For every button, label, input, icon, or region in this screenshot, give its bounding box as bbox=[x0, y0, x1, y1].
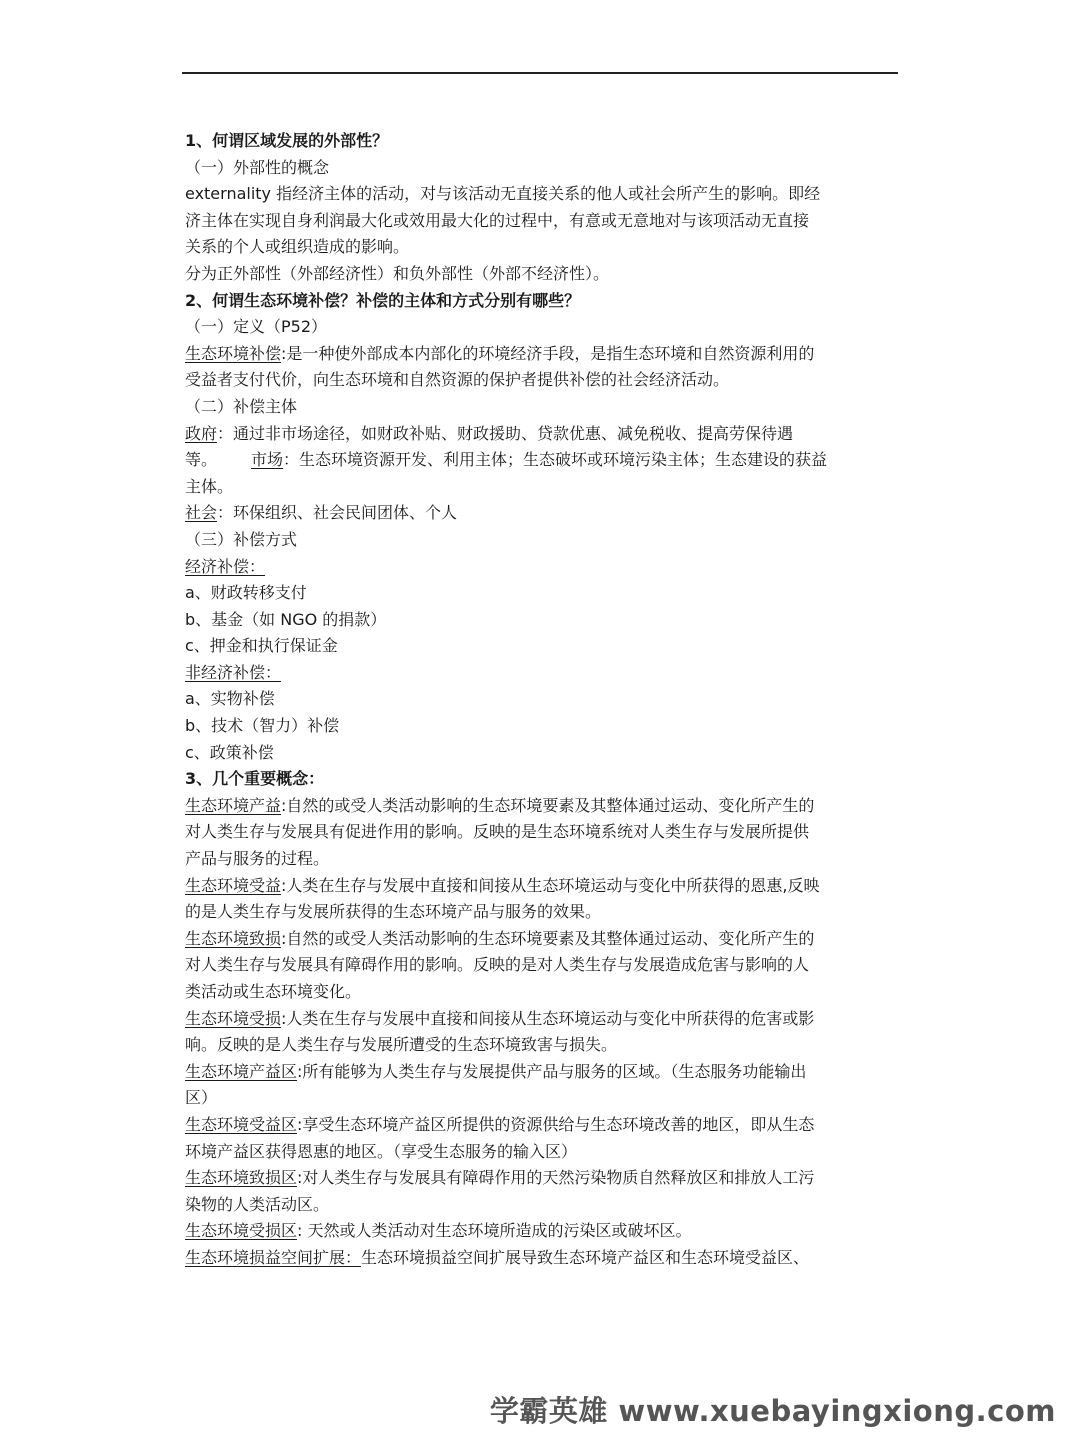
text-run: ：生态环境资源开发、利用主体；生态破坏或环境污染主体；生态建设的获益 bbox=[283, 450, 828, 470]
text-line bbox=[185, 367, 897, 394]
term-label: 市场 bbox=[251, 450, 284, 470]
text-line bbox=[185, 474, 897, 501]
text-run: 对人类生存与发展具有障碍作用的影响。反映的是对人类生存与发展造成危害与影响的人 bbox=[185, 955, 810, 975]
term-label: 生态环境受益 bbox=[185, 875, 282, 895]
text-line bbox=[185, 740, 897, 767]
text-run: :人类在生存与发展中直接和间接从生态环境运动与变化中所获得的危害或影 bbox=[281, 1008, 815, 1028]
text-run: :自然的或受人类活动影响的生态环境要素及其整体通过运动、变化所产生的 bbox=[281, 928, 815, 948]
text-line bbox=[185, 873, 897, 900]
text-run: 响。反映的是人类生存与发展所遭受的生态环境致害与损失。 bbox=[185, 1035, 618, 1055]
section-heading bbox=[185, 766, 897, 793]
text-line bbox=[185, 1032, 897, 1059]
text-run: 受益者支付代价，向生态环境和自然资源的保护者提供补偿的社会经济活动。 bbox=[185, 370, 730, 390]
text-run: c、押金和执行保证金 bbox=[185, 636, 338, 656]
text-run: 环境产益区获得恩惠的地区。（享受生态服务的输入区） bbox=[185, 1141, 578, 1161]
text-run: 分为正外部性（外部经济性）和负外部性（外部不经济性）。 bbox=[185, 263, 610, 283]
text-line bbox=[185, 926, 897, 953]
text-run: 的是人类生存与发展所获得的生态环境产品与服务的效果。 bbox=[185, 902, 602, 922]
text-line bbox=[185, 1245, 897, 1272]
text-line bbox=[185, 793, 897, 820]
text-run: 关系的个人或组织造成的影响。 bbox=[185, 237, 410, 257]
text-run: :所有能够为人类生存与发展提供产品与服务的区域。（生态服务功能输出 bbox=[297, 1061, 807, 1081]
text-run: :是一种使外部成本内部化的环境经济手段，是指生态环境和自然资源利用的 bbox=[281, 343, 815, 363]
text-line bbox=[185, 527, 897, 554]
text-line bbox=[185, 421, 897, 448]
watermark: 学霸英雄 www.xuebayingxiong.com bbox=[489, 1394, 1056, 1428]
text-line bbox=[185, 447, 897, 474]
section-heading bbox=[185, 288, 897, 315]
text-line bbox=[185, 341, 897, 368]
text-line bbox=[185, 1112, 897, 1139]
text-line bbox=[185, 394, 897, 421]
text-line bbox=[185, 633, 897, 660]
term-label: 生态环境受益区 bbox=[185, 1114, 298, 1134]
text-run: （一）定义（P52） bbox=[185, 317, 328, 337]
text-run: （一）外部性的概念 bbox=[185, 157, 330, 177]
text-run: ：通过非市场途径，如财政补贴、财政援助、贷款优惠、减免税收、提高劳保待遇 bbox=[217, 423, 794, 443]
term-label: 生态环境产益区 bbox=[185, 1061, 298, 1081]
text-run: :自然的或受人类活动影响的生态环境要素及其整体通过运动、变化所产生的 bbox=[281, 795, 815, 815]
header-rule bbox=[182, 72, 898, 74]
text-run: 产品与服务的过程。 bbox=[185, 849, 330, 869]
text-run: 等。 bbox=[185, 450, 218, 470]
term-label: 生态环境致损 bbox=[185, 928, 282, 948]
text-run: :享受生态环境产益区所提供的资源供给与生态环境改善的地区，即从生态 bbox=[297, 1114, 815, 1134]
text-line bbox=[185, 181, 897, 208]
text-line bbox=[185, 208, 897, 235]
text-line bbox=[185, 234, 897, 261]
term-label: 生态环境补偿 bbox=[185, 343, 282, 363]
text-line bbox=[185, 1139, 897, 1166]
text-run: a、财政转移支付 bbox=[185, 583, 307, 603]
text-run: 2、何谓生态环境补偿？补偿的主体和方式分别有哪些？ bbox=[185, 290, 581, 310]
term-label: 生态环境受损区 bbox=[185, 1221, 298, 1241]
text-run: c、政策补偿 bbox=[185, 742, 274, 762]
text-run: externality 指经济主体的活动，对与该活动无直接关系的他人或社会所产生的影响。即经 bbox=[185, 184, 821, 204]
text-run: 1、何谓区域发展的外部性？ bbox=[185, 131, 389, 150]
text-line bbox=[185, 607, 897, 634]
text-line bbox=[185, 155, 897, 182]
term-label: 经济补偿： bbox=[185, 556, 266, 576]
text-line bbox=[185, 846, 897, 873]
text-line bbox=[185, 500, 897, 527]
text-run: 区） bbox=[185, 1088, 218, 1108]
text-run: : 天然或人类活动对生态环境所造成的污染区或破坏区。 bbox=[297, 1221, 692, 1241]
text-line bbox=[185, 1085, 897, 1112]
text-line bbox=[185, 1059, 897, 1086]
text-run: b、基金（如 NGO 的捐款） bbox=[185, 609, 387, 629]
text-run: b、技术（智力）补偿 bbox=[185, 716, 340, 736]
text-run: 济主体在实现自身利润最大化或效用最大化的过程中，有意或无意地对与该项活动无直接 bbox=[185, 210, 810, 230]
term-label: 生态环境致损区 bbox=[185, 1168, 298, 1188]
text-run: 染物的人类活动区。 bbox=[185, 1194, 330, 1214]
text-line bbox=[185, 899, 897, 926]
term-label: 社会 bbox=[185, 503, 218, 523]
text-line bbox=[185, 713, 897, 740]
text-line bbox=[185, 1165, 897, 1192]
text-run: 生态环境损益空间扩展导致生态环境产益区和生态环境受益区、 bbox=[361, 1247, 810, 1267]
term-label: 生态环境受损 bbox=[185, 1008, 282, 1028]
text-run: 类活动或生态环境变化。 bbox=[185, 982, 362, 1001]
text-line bbox=[185, 1218, 897, 1245]
text-run: （三）补偿方式 bbox=[185, 529, 298, 549]
text-line bbox=[185, 554, 897, 581]
text-line bbox=[185, 686, 897, 713]
text-line bbox=[185, 1192, 897, 1219]
text-line bbox=[185, 261, 897, 288]
text-run: 主体。 bbox=[185, 476, 234, 496]
term-label: 生态环境产益 bbox=[185, 795, 282, 815]
text-run: （二）补偿主体 bbox=[185, 396, 298, 416]
text-run: :对人类生存与发展具有障碍作用的天然污染物质自然释放区和排放人工污 bbox=[297, 1168, 815, 1188]
text-run: a、实物补偿 bbox=[185, 689, 275, 709]
text-run: 3、几个重要概念： bbox=[185, 769, 325, 789]
text-line bbox=[185, 979, 897, 1006]
text-line bbox=[185, 819, 897, 846]
term-label: 非经济补偿： bbox=[185, 662, 282, 682]
text-line bbox=[185, 314, 897, 341]
term-label: 生态环境损益空间扩展： bbox=[185, 1247, 362, 1267]
section-heading bbox=[185, 128, 897, 155]
document-body bbox=[185, 128, 897, 1272]
text-line bbox=[185, 1006, 897, 1033]
text-run: ：环保组织、社会民间团体、个人 bbox=[217, 503, 458, 523]
text-run: :人类在生存与发展中直接和间接从生态环境运动与变化中所获得的恩惠,反映 bbox=[281, 875, 820, 895]
text-line bbox=[185, 660, 897, 687]
term-label: 政府 bbox=[185, 423, 218, 443]
text-line bbox=[185, 580, 897, 607]
text-run: 对人类生存与发展具有促进作用的影响。反映的是生态环境系统对人类生存与发展所提供 bbox=[185, 822, 810, 842]
text-line bbox=[185, 952, 897, 979]
